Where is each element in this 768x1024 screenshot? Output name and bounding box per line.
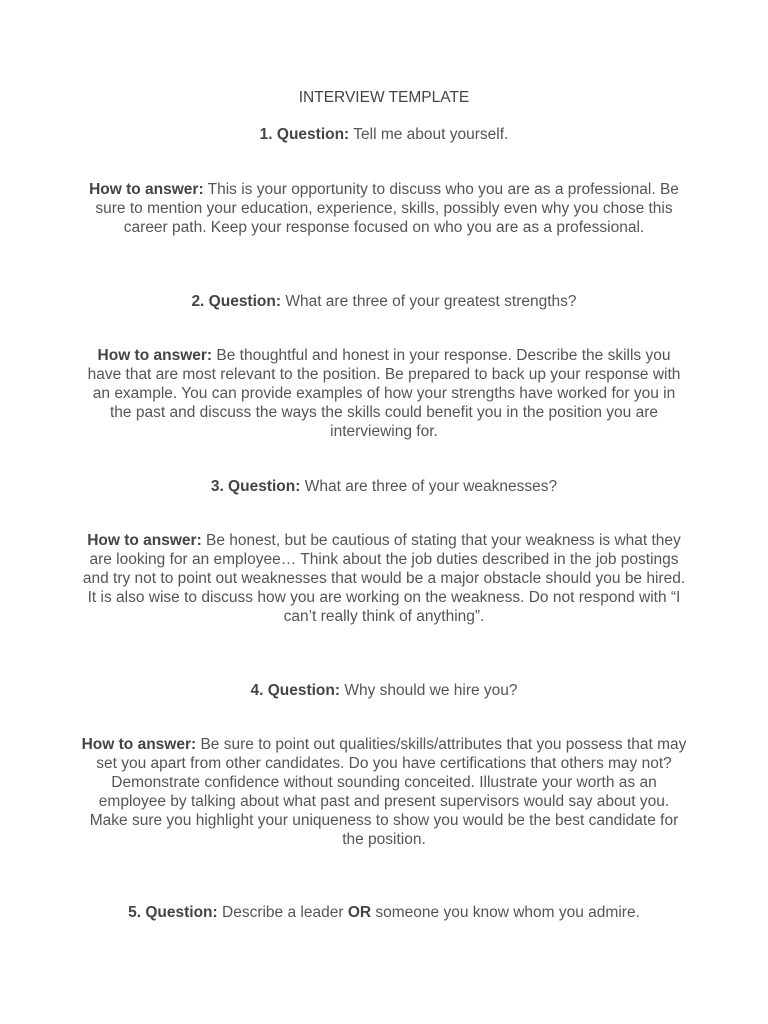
answer-3 — [80, 531, 688, 626]
answer-label: How to answer: — [97, 347, 213, 364]
question-4 — [80, 681, 688, 700]
question-text-before: Describe a leader — [222, 904, 344, 921]
answer-text: Be thoughtful and honest in your response. Describe the skills you have that are most relevant to the position. Be prepared to back up your response with an example. You can provide examples of how your strengths have worked for you in the past and discuss the ways the skills could benefit you in the position you are interviewing for. — [87, 347, 681, 440]
question-emphasis: OR — [347, 904, 372, 921]
answer-1 — [80, 180, 688, 237]
answer-text: Be sure to point out qualities/skills/attributes that you possess that may set you apart from other candidates. Do you have certifications that others may not? Demonstrate confidence without sounding conceited. Illustrate your worth as an employee by talking about what past and present supervisors would say about you. Make sure you highlight your uniqueness to show you would be the best candidate for the position. — [89, 736, 687, 848]
question-3 — [80, 477, 688, 496]
answer-label: How to answer: — [81, 736, 197, 753]
document-title: INTERVIEW TEMPLATE — [298, 89, 470, 106]
question-label: 3. Question: — [210, 478, 301, 495]
question-text: Tell me about yourself. — [353, 126, 509, 143]
answer-text: Be honest, but be cautious of stating that your weakness is what they are looking for an employee… Think about the job duties described in the job postings and try not to point out weaknesses that would be a major obstacle should you be hired. It is also wise to discuss how you are working on the weakness. Do not respond with “I can’t really think of anything”. — [82, 532, 686, 625]
question-label: 5. Question: — [128, 904, 218, 921]
answer-2 — [80, 346, 688, 441]
answer-label: How to answer: — [87, 532, 202, 549]
question-text-after: someone you know whom you admire. — [375, 904, 640, 921]
answer-text: This is your opportunity to discuss who you are as a professional. Be sure to mention your education, experience, skills, possibly even why you chose this career path. Keep your response focused on who you are as a professional. — [95, 181, 679, 236]
question-label: 2. Question: — [191, 293, 282, 310]
question-text: Why should we hire you? — [344, 682, 518, 699]
question-2 — [80, 292, 688, 311]
answer-4 — [80, 735, 688, 849]
question-text: What are three of your greatest strengths? — [285, 293, 577, 310]
question-label: 4. Question: — [250, 682, 341, 699]
question-5 — [80, 903, 688, 922]
question-text: What are three of your weaknesses? — [304, 478, 558, 495]
answer-label: How to answer: — [89, 181, 204, 198]
question-label: 1. Question: — [259, 126, 350, 143]
question-1 — [80, 125, 688, 144]
